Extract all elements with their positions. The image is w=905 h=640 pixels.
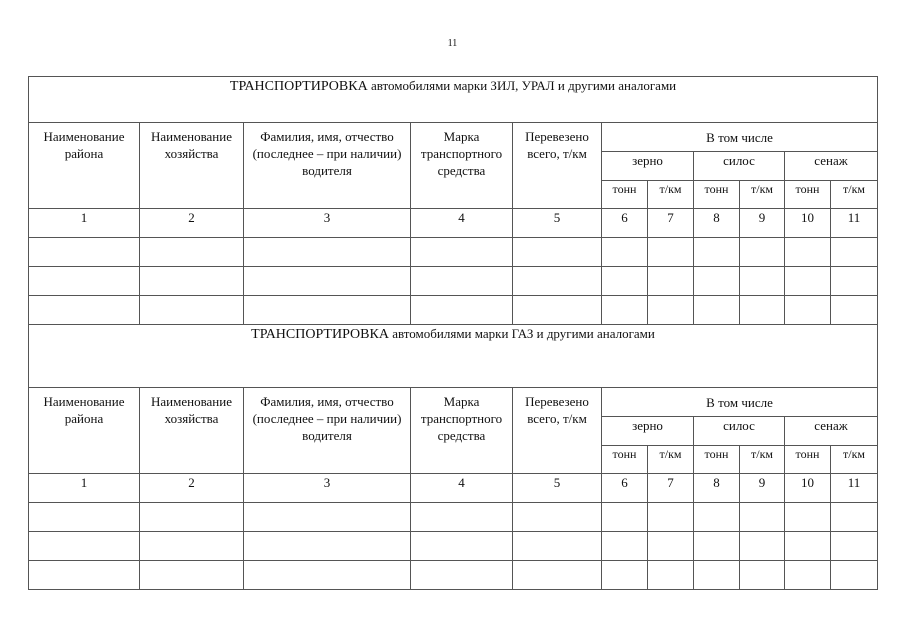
column-number: 3 bbox=[244, 209, 411, 238]
header-tkm: т/км bbox=[831, 181, 878, 209]
input-cell[interactable] bbox=[648, 238, 694, 267]
empty-data-row bbox=[29, 561, 878, 590]
header-including: В том числе bbox=[602, 388, 878, 417]
column-number: 4 bbox=[411, 474, 513, 503]
empty-data-row bbox=[29, 532, 878, 561]
header-tons: тонн bbox=[602, 446, 648, 474]
input-cell[interactable] bbox=[244, 561, 411, 590]
input-cell[interactable] bbox=[831, 561, 878, 590]
column-number-row bbox=[29, 474, 878, 503]
input-cell[interactable] bbox=[513, 296, 602, 325]
input-cell[interactable] bbox=[740, 238, 785, 267]
input-cell[interactable] bbox=[29, 267, 140, 296]
input-cell[interactable] bbox=[513, 503, 602, 532]
input-cell[interactable] bbox=[785, 503, 831, 532]
section-title-row bbox=[29, 77, 878, 123]
header-tons: тонн bbox=[785, 181, 831, 209]
input-cell[interactable] bbox=[411, 238, 513, 267]
input-cell[interactable] bbox=[411, 561, 513, 590]
header-tons: тонн bbox=[694, 446, 740, 474]
header-tkm: т/км bbox=[648, 181, 694, 209]
header-silage: силос bbox=[694, 152, 785, 181]
empty-data-row bbox=[29, 267, 878, 296]
header-total: Перевезено всего, т/км bbox=[513, 388, 602, 474]
input-cell[interactable] bbox=[648, 503, 694, 532]
input-cell[interactable] bbox=[244, 503, 411, 532]
section-title bbox=[29, 77, 878, 123]
input-cell[interactable] bbox=[602, 296, 648, 325]
input-cell[interactable] bbox=[513, 561, 602, 590]
input-cell[interactable] bbox=[648, 561, 694, 590]
column-number: 5 bbox=[513, 209, 602, 238]
input-cell[interactable] bbox=[29, 561, 140, 590]
input-cell[interactable] bbox=[831, 267, 878, 296]
column-number-row bbox=[29, 209, 878, 238]
header-farm: Наименование хозяйства bbox=[140, 388, 244, 474]
section-title-caps: ТРАНСПОРТИРОВКА bbox=[229, 79, 368, 94]
input-cell[interactable] bbox=[831, 503, 878, 532]
header-driver: Фамилия, имя, отчество (последнее – при наличии) водителя bbox=[244, 388, 411, 474]
input-cell[interactable] bbox=[831, 532, 878, 561]
input-cell[interactable] bbox=[29, 296, 140, 325]
input-cell[interactable] bbox=[411, 503, 513, 532]
input-cell[interactable] bbox=[244, 532, 411, 561]
input-cell[interactable] bbox=[694, 267, 740, 296]
column-number: 10 bbox=[785, 209, 831, 238]
header-total: Перевезено всего, т/км bbox=[513, 123, 602, 209]
header-district: Наименование района bbox=[29, 388, 140, 474]
input-cell[interactable] bbox=[740, 267, 785, 296]
header-driver: Фамилия, имя, отчество (последнее – при наличии) водителя bbox=[244, 123, 411, 209]
header-vehicle: Марка транспортного средства bbox=[411, 123, 513, 209]
input-cell[interactable] bbox=[140, 296, 244, 325]
empty-data-row bbox=[29, 238, 878, 267]
input-cell[interactable] bbox=[29, 532, 140, 561]
column-number: 2 bbox=[140, 474, 244, 503]
section-title-row bbox=[29, 325, 878, 388]
section-title-rest: автомобилями марки ГАЗ и другими аналогами bbox=[388, 326, 655, 341]
input-cell[interactable] bbox=[648, 267, 694, 296]
input-cell[interactable] bbox=[648, 296, 694, 325]
input-cell[interactable] bbox=[648, 532, 694, 561]
input-cell[interactable] bbox=[29, 503, 140, 532]
header-tons: тонн bbox=[694, 181, 740, 209]
input-cell[interactable] bbox=[140, 561, 244, 590]
header-tons: тонн bbox=[785, 446, 831, 474]
section-title-rest: автомобилями марки ЗИЛ, УРАЛ и другими аналогами bbox=[367, 78, 677, 93]
column-number: 1 bbox=[29, 474, 140, 503]
header-including: В том числе bbox=[602, 123, 878, 152]
column-number: 11 bbox=[831, 209, 878, 238]
column-number: 6 bbox=[602, 209, 648, 238]
column-number: 8 bbox=[694, 474, 740, 503]
header-tkm: т/км bbox=[648, 446, 694, 474]
column-number: 2 bbox=[140, 209, 244, 238]
input-cell[interactable] bbox=[694, 296, 740, 325]
header-farm: Наименование хозяйства bbox=[140, 123, 244, 209]
column-number: 8 bbox=[694, 209, 740, 238]
input-cell[interactable] bbox=[602, 561, 648, 590]
input-cell[interactable] bbox=[785, 561, 831, 590]
input-cell[interactable] bbox=[411, 267, 513, 296]
input-cell[interactable] bbox=[785, 238, 831, 267]
header-tkm: т/км bbox=[740, 446, 785, 474]
input-cell[interactable] bbox=[29, 238, 140, 267]
input-cell[interactable] bbox=[740, 296, 785, 325]
column-number: 6 bbox=[602, 474, 648, 503]
input-cell[interactable] bbox=[140, 267, 244, 296]
header-district: Наименование района bbox=[29, 123, 140, 209]
input-cell[interactable] bbox=[140, 503, 244, 532]
section-title bbox=[29, 325, 878, 388]
input-cell[interactable] bbox=[740, 532, 785, 561]
empty-data-row bbox=[29, 503, 878, 532]
column-number: 3 bbox=[244, 474, 411, 503]
column-number: 7 bbox=[648, 474, 694, 503]
input-cell[interactable] bbox=[513, 267, 602, 296]
input-cell[interactable] bbox=[694, 561, 740, 590]
input-cell[interactable] bbox=[244, 296, 411, 325]
input-cell[interactable] bbox=[785, 267, 831, 296]
input-cell[interactable] bbox=[513, 238, 602, 267]
input-cell[interactable] bbox=[140, 238, 244, 267]
input-cell[interactable] bbox=[740, 561, 785, 590]
header-grain: зерно bbox=[602, 152, 694, 181]
input-cell[interactable] bbox=[602, 267, 648, 296]
header-grain: зерно bbox=[602, 417, 694, 446]
header-row bbox=[29, 123, 878, 152]
column-number: 5 bbox=[513, 474, 602, 503]
header-tons: тонн bbox=[602, 181, 648, 209]
column-number: 11 bbox=[831, 474, 878, 503]
input-cell[interactable] bbox=[513, 532, 602, 561]
column-number: 7 bbox=[648, 209, 694, 238]
input-cell[interactable] bbox=[831, 296, 878, 325]
column-number: 1 bbox=[29, 209, 140, 238]
input-cell[interactable] bbox=[694, 238, 740, 267]
header-haylage: сенаж bbox=[785, 417, 878, 446]
header-vehicle: Марка транспортного средства bbox=[411, 388, 513, 474]
input-cell[interactable] bbox=[785, 296, 831, 325]
input-cell[interactable] bbox=[694, 532, 740, 561]
section-title-caps: ТРАНСПОРТИРОВКА bbox=[251, 327, 389, 342]
header-tkm: т/км bbox=[740, 181, 785, 209]
empty-data-row bbox=[29, 296, 878, 325]
column-number: 9 bbox=[740, 209, 785, 238]
input-cell[interactable] bbox=[694, 503, 740, 532]
input-cell[interactable] bbox=[244, 238, 411, 267]
header-row bbox=[29, 388, 878, 417]
transport-form-table bbox=[28, 76, 878, 590]
input-cell[interactable] bbox=[602, 503, 648, 532]
input-cell[interactable] bbox=[411, 296, 513, 325]
input-cell[interactable] bbox=[244, 267, 411, 296]
header-haylage: сенаж bbox=[785, 152, 878, 181]
input-cell[interactable] bbox=[411, 532, 513, 561]
header-tkm: т/км bbox=[831, 446, 878, 474]
input-cell[interactable] bbox=[740, 503, 785, 532]
column-number: 10 bbox=[785, 474, 831, 503]
input-cell[interactable] bbox=[602, 532, 648, 561]
input-cell[interactable] bbox=[602, 238, 648, 267]
column-number: 9 bbox=[740, 474, 785, 503]
input-cell[interactable] bbox=[140, 532, 244, 561]
input-cell[interactable] bbox=[785, 532, 831, 561]
page-number: 11 bbox=[447, 38, 458, 49]
header-silage: силос bbox=[694, 417, 785, 446]
column-number: 4 bbox=[411, 209, 513, 238]
input-cell[interactable] bbox=[831, 238, 878, 267]
